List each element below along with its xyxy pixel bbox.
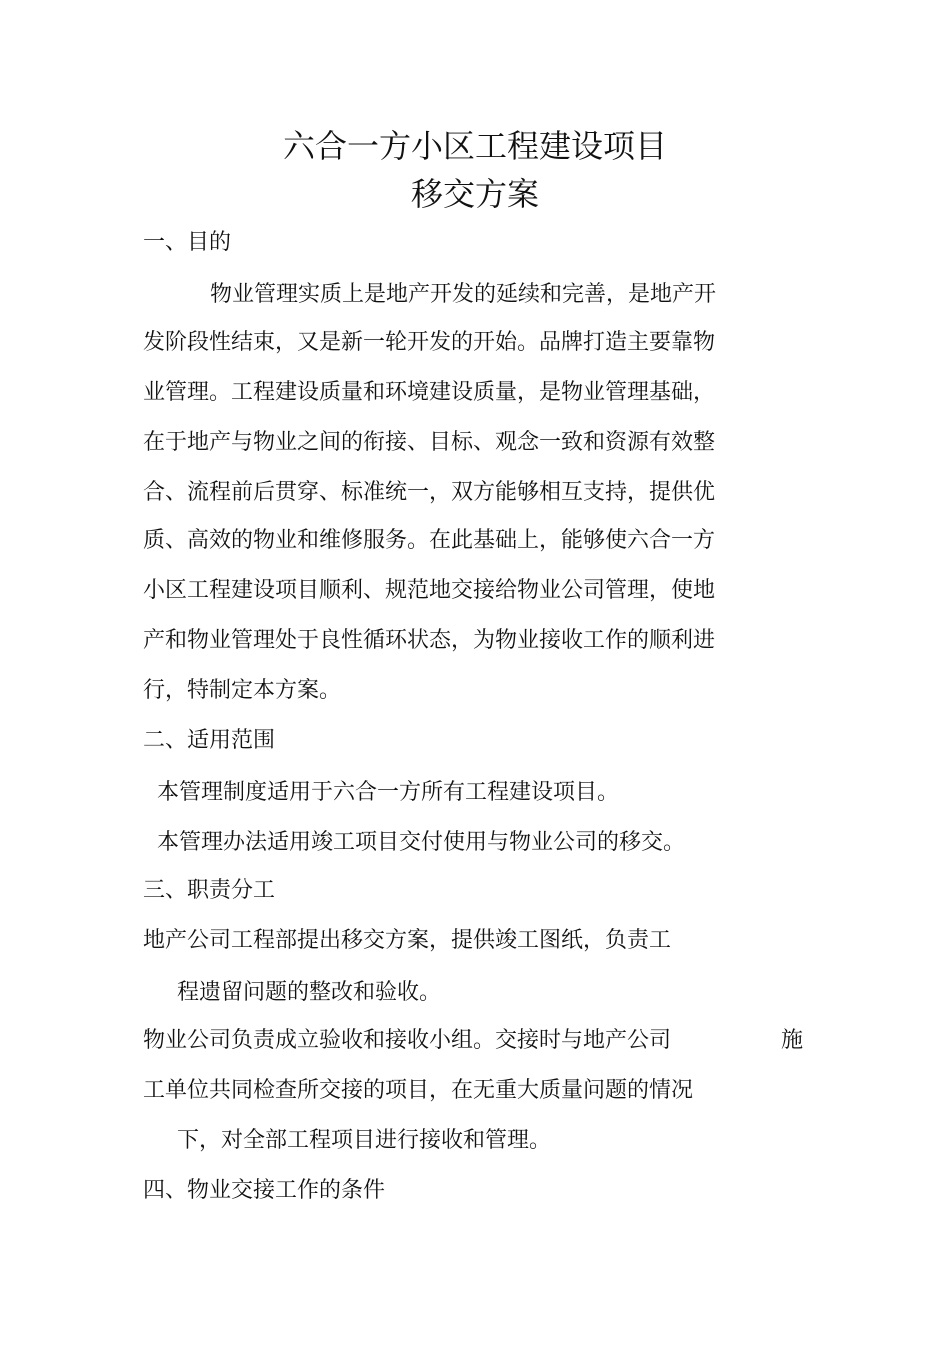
paragraph-line: 物业管理实质上是地产开发的延续和完善，是地产开 <box>210 282 717 307</box>
paragraph-line: 发阶段性结束，又是新一轮开发的开始。品牌打造主要靠物 <box>143 330 716 355</box>
paragraph-line: 质、高效的物业和维修服务。在此基础上，能够使六合一方 <box>143 528 716 553</box>
paragraph-line: 小区工程建设项目顺利、规范地交接给物业公司管理，使地 <box>143 578 716 603</box>
paragraph-line: 行，特制定本方案。 <box>143 678 342 703</box>
paragraph-line: 工单位共同检查所交接的项目，在无重大质量问题的情况 <box>143 1078 694 1103</box>
document-title-line-2: 移交方案 <box>410 175 539 213</box>
section-heading-scope: 二、适用范围 <box>143 728 276 753</box>
paragraph-line: 本管理制度适用于六合一方所有工程建设项目。 <box>157 780 620 805</box>
document-title-line-1: 六合一方小区工程建设项目 <box>282 127 667 165</box>
paragraph-line: 业管理。工程建设质量和环境建设质量，是物业管理基础， <box>143 380 716 405</box>
section-heading-purpose: 一、目的 <box>143 230 232 255</box>
paragraph-line: 程遗留问题的整改和验收。 <box>177 980 442 1005</box>
paragraph-line: 下，对全部工程项目进行接收和管理。 <box>177 1128 552 1153</box>
section-heading-handover-conditions: 四、物业交接工作的条件 <box>143 1178 386 1203</box>
paragraph-line: 合、流程前后贯穿、标准统一，双方能够相互支持，提供优 <box>143 480 716 505</box>
paragraph-line-fragment: 施 <box>781 1028 804 1053</box>
paragraph-line: 产和物业管理处于良性循环状态，为物业接收工作的顺利进 <box>143 628 716 653</box>
paragraph-line: 物业公司负责成立验收和接收小组。交接时与地产公司 <box>143 1028 672 1053</box>
paragraph-line: 本管理办法适用竣工项目交付使用与物业公司的移交。 <box>157 830 686 855</box>
paragraph-line: 在于地产与物业之间的衔接、目标、观念一致和资源有效整 <box>143 430 716 455</box>
paragraph-line: 地产公司工程部提出移交方案，提供竣工图纸，负责工 <box>143 928 672 953</box>
section-heading-responsibilities: 三、职责分工 <box>143 878 276 903</box>
